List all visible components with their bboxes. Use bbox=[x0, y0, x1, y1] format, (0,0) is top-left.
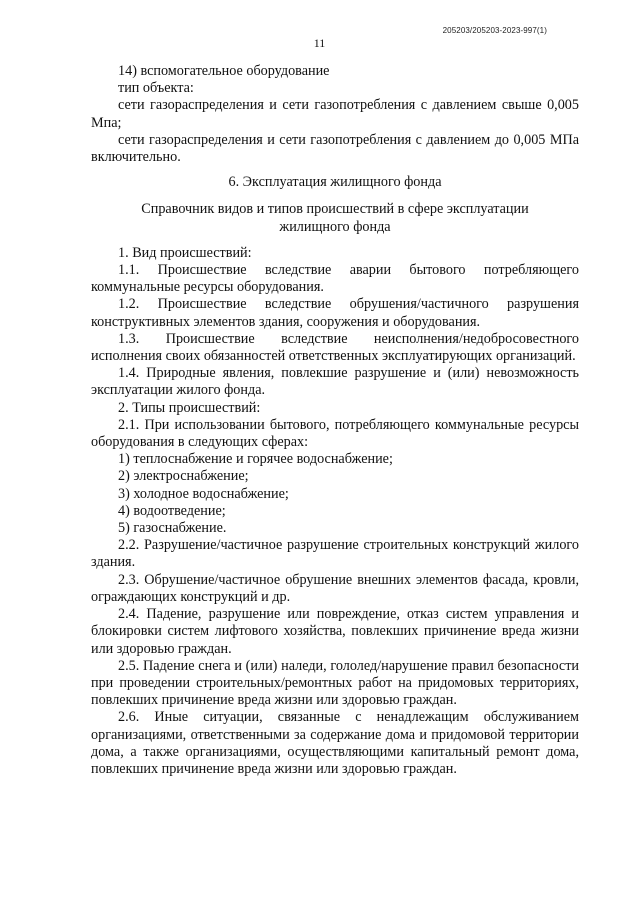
type-item: 2.6. Иные ситуации, связанные с ненадлежащим обслуживанием организациями, ответственными за содержание дома и придомовой территории дома, а также организациями, осуществляющими капитальный ремонт дома, повлекших причинение вреда жизни или здоровью граждан. bbox=[91, 709, 579, 777]
type-item: 2.1. При использовании бытового, потребляющего коммунальные ресурсы оборудования в следующих сферах: bbox=[91, 416, 579, 451]
kind-item: 1.2. Происшествие вследствие обрушения/частичного разрушения конструктивных элементов здания, сооружения и оборудования. bbox=[91, 296, 579, 330]
kinds-title: 1. Вид происшествий: bbox=[118, 244, 252, 261]
sphere-item: 2) электроснабжение; bbox=[118, 468, 249, 485]
sphere-item: 1) теплоснабжение и горячее водоснабжение; bbox=[118, 451, 393, 468]
section-heading: 6. Эксплуатация жилищного фонда bbox=[228, 174, 442, 191]
document-id: 205203/205203-2023-997(1) bbox=[442, 26, 547, 35]
sphere-item: 4) водоотведение; bbox=[118, 502, 226, 519]
type-item: 2.2. Разрушение/частичное разрушение строительных конструкций жилого здания. bbox=[91, 537, 579, 571]
kind-item: 1.1. Происшествие вследствие аварии бытового потребляющего коммунальные ресурсы оборудования. bbox=[91, 262, 579, 296]
page-number: 11 bbox=[313, 36, 326, 50]
item-14: 14) вспомогательное оборудование bbox=[118, 63, 330, 79]
section-subheading: Справочник видов и типов происшествий в сфере эксплуатации жилищного фонда bbox=[141, 201, 529, 235]
type-item: 2.3. Обрушение/частичное обрушение внешних элементов фасада, кровли, ограждающих конструкций и др. bbox=[91, 571, 579, 605]
sphere-item: 3) холодное водоснабжение; bbox=[118, 485, 289, 502]
sphere-item: 5) газоснабжение. bbox=[118, 520, 227, 537]
types-title: 2. Типы происшествий: bbox=[118, 399, 261, 416]
object-type-2: сети газораспределения и сети газопотребления с давлением до 0,005 МПа включительно. bbox=[91, 131, 579, 166]
type-item: 2.4. Падение, разрушение или повреждение, отказ систем управления и блокировки систем лифтового хозяйства, повлекших причинение вреда жизни или здоровью граждан. bbox=[91, 606, 579, 657]
document-body bbox=[91, 63, 579, 778]
type-item: 2.5. Падение снега и (или) наледи, гололед/нарушение правил безопасности при проведении строительных/ремонтных работ на придомовых территориях, повлекших причинение вреда жизни или здоровью граждан. bbox=[91, 657, 579, 709]
object-type-1: сети газораспределения и сети газопотребления с давлением свыше 0,005 Мпа; bbox=[91, 97, 579, 131]
kind-item: 1.3. Происшествие вследствие неисполнения/недобросовестного исполнения своих обязанностей ответственных эксплуатирующих организаций. bbox=[91, 330, 579, 365]
object-type-label: тип объекта: bbox=[118, 80, 194, 97]
kind-item: 1.4. Природные явления, повлекшие разрушение и (или) невозможность эксплуатации жилого фонда. bbox=[91, 365, 579, 399]
